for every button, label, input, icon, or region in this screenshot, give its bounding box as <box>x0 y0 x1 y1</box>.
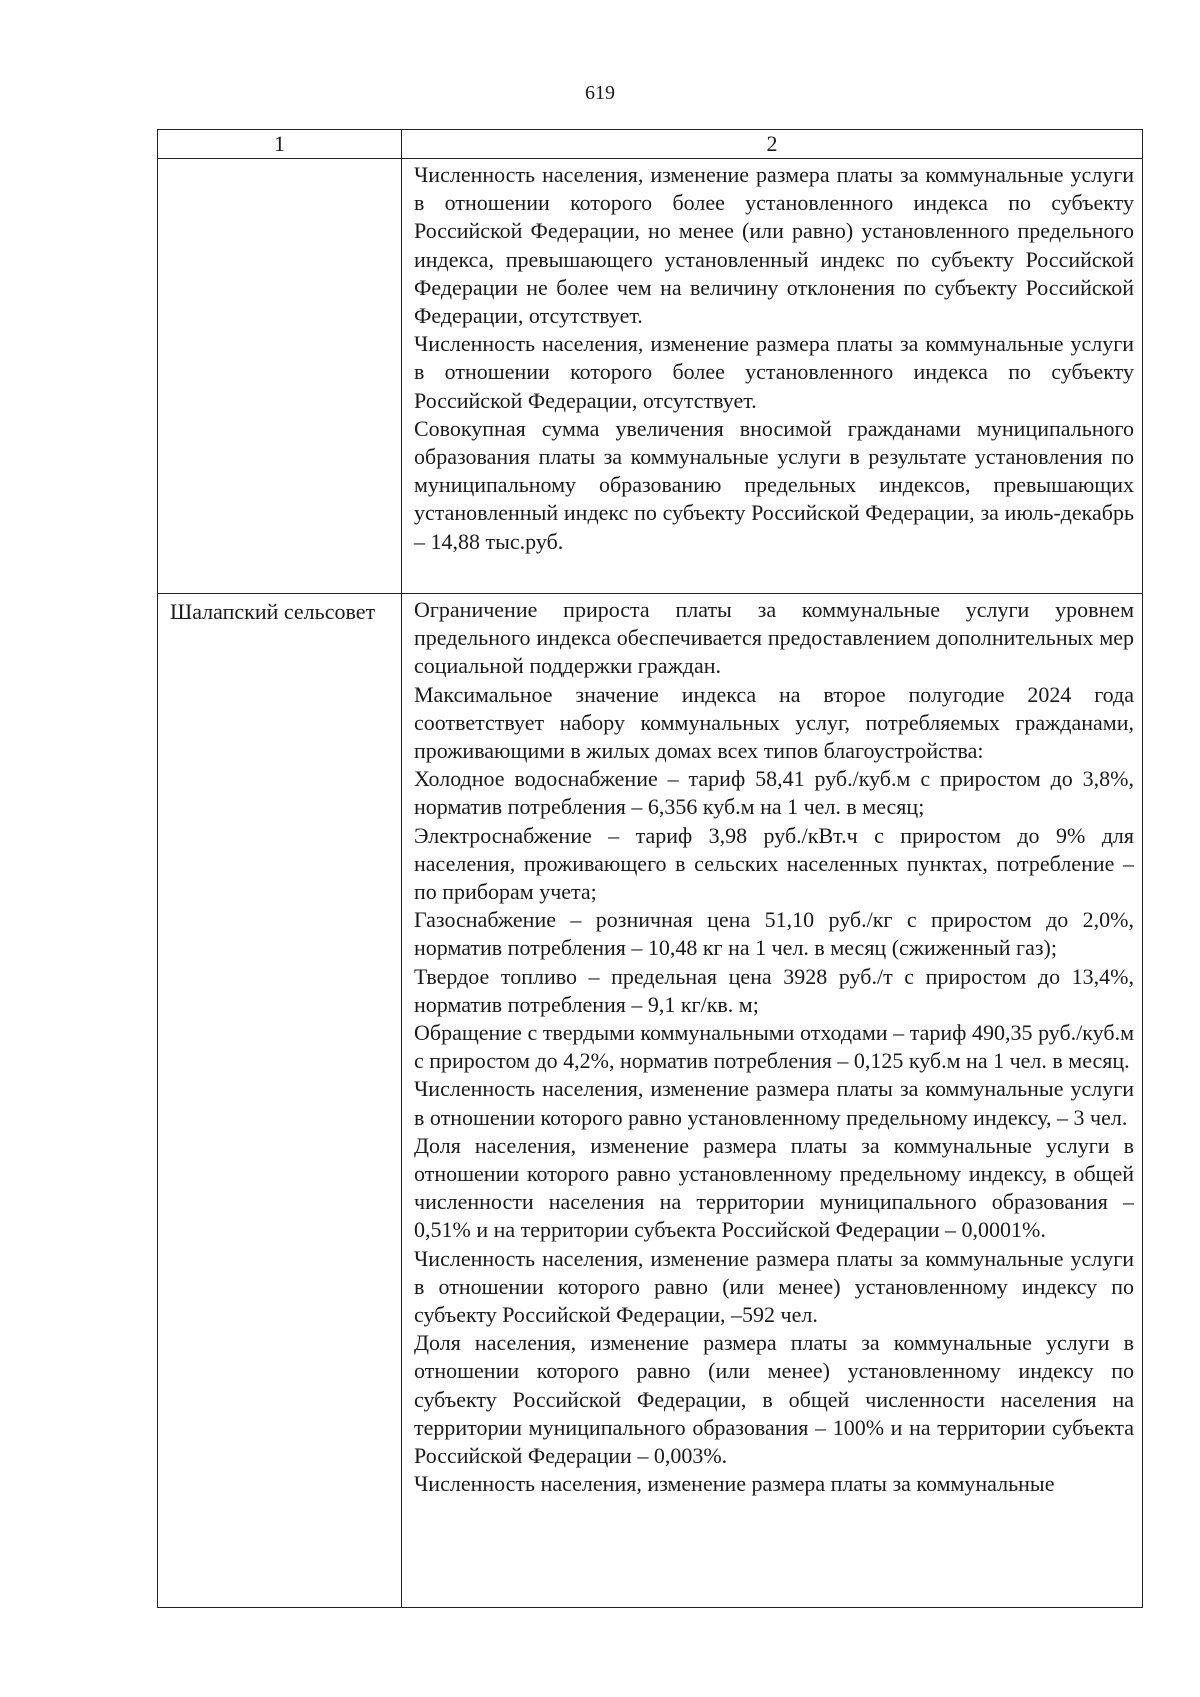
paragraph: Электроснабжение – тариф 3,98 руб./кВт.ч с приростом до 9% для населения, проживающего в сельских населенных пунктах, потребление – по приборам учета; <box>414 822 1134 905</box>
paragraph: Численность населения, изменение размера платы за коммунальные услуги в отношении которого более установленного индекса по субъекту Российской Федерации, но менее (или равно) установленного предельного индекса, превышающего установленный индекс по субъекту Российской Федерации не более чем на величину отклонения по субъекту Российской Федерации, отсутствует. <box>414 162 1134 329</box>
paragraph: Доля населения, изменение размера платы за коммунальные услуги в отношении которого равно установленному предельному индексу, в общей численности населения на территории муниципального образования – 0,51% и на территории субъекта Российской Федерации – 0,0001%. <box>414 1132 1134 1243</box>
data-table <box>157 129 1143 1608</box>
paragraph: Твердое топливо – предельная цена 3928 руб./т с приростом до 13,4%, норматив потребления – 9,1 кг/кв. м; <box>414 963 1134 1017</box>
paragraph: Ограничение прироста платы за коммунальные услуги уровнем предельного индекса обеспечивается предоставлением дополнительных мер социальной поддержки граждан. <box>414 597 1134 679</box>
paragraph: Обращение с твердыми коммунальными отходами – тариф 490,35 руб./куб.м с приростом до 4,2%, норматив потребления – 0,125 куб.м на 1 чел. в месяц. <box>414 1020 1134 1074</box>
page-number: 619 <box>585 82 615 104</box>
description-cell <box>402 159 1143 594</box>
paragraph: Совокупная сумма увеличения вносимой гражданами муниципального образования платы за коммунальные услуги в результате установления по муниципальному образованию предельных индексов, превышающих установленный индекс по субъекту Российской Федерации, за июль-декабрь – 14,88 тыс.руб. <box>414 415 1134 554</box>
table-header-row <box>158 130 1143 159</box>
table-row <box>158 594 1143 1608</box>
column-header-1: 1 <box>158 130 402 159</box>
paragraph: Численность населения, изменение размера платы за коммунальные услуги в отношении которого равно (или менее) установленному индексу по субъекту Российской Федерации, –592 чел. <box>414 1245 1134 1328</box>
paragraph: Численность населения, изменение размера платы за коммунальные <box>414 1471 1055 1497</box>
paragraph: Численность населения, изменение размера платы за коммунальные услуги в отношении которого равно установленному предельному индексу, – 3 чел. <box>414 1076 1134 1130</box>
table-row <box>158 159 1143 594</box>
municipality-cell: Шалапский сельсовет <box>158 594 402 1608</box>
paragraph: Газоснабжение – розничная цена 51,10 руб./кг с приростом до 2,0%, норматив потребления – 10,48 кг на 1 чел. в месяц (сжиженный газ); <box>414 907 1134 961</box>
paragraph: Максимальное значение индекса на второе полугодие 2024 года соответствует набору коммунальных услуг, потребляемых гражданами, проживающими в жилых домах всех типов благоустройства: <box>414 681 1134 764</box>
paragraph: Холодное водоснабжение – тариф 58,41 руб./куб.м с приростом до 3,8%, норматив потребления – 6,356 куб.м на 1 чел. в месяц; <box>414 766 1134 820</box>
description-cell <box>402 594 1143 1608</box>
municipality-cell <box>158 159 402 594</box>
paragraph: Численность населения, изменение размера платы за коммунальные услуги в отношении которого более установленного индекса по субъекту Российской Федерации, отсутствует. <box>414 331 1134 413</box>
column-header-2: 2 <box>402 130 1143 159</box>
paragraph: Доля населения, изменение размера платы за коммунальные услуги в отношении которого равно (или менее) установленному индексу по субъекту Российской Федерации, в общей численности населения на территории муниципального образования – 100% и на территории субъекта Российской Федерации – 0,003%. <box>414 1330 1134 1469</box>
